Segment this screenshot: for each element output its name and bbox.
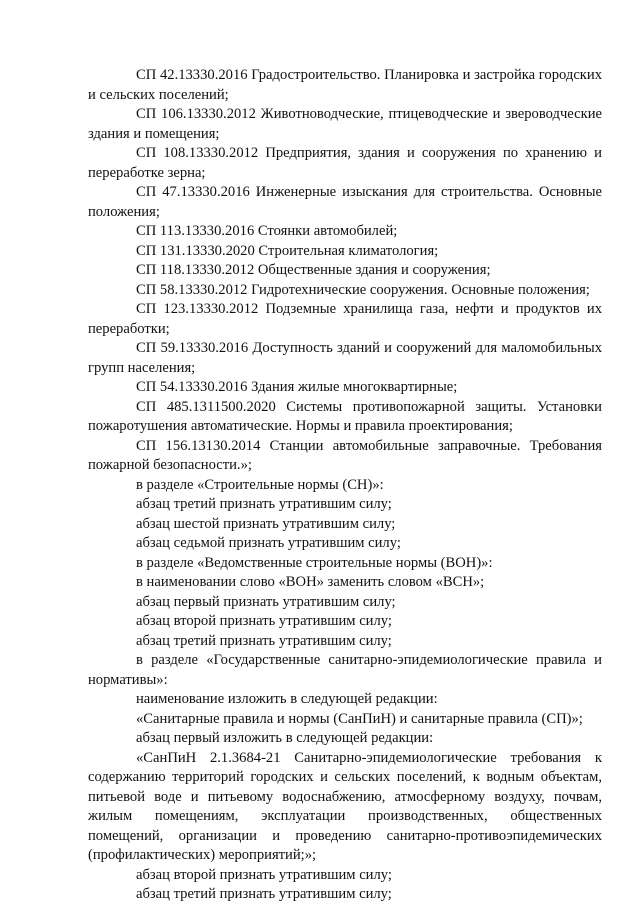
paragraph-sp-58: СП 58.13330.2012 Гидротехнические сооружения. Основные положения; bbox=[136, 281, 590, 298]
paragraph-sp-54: СП 54.13330.2016 Здания жилые многоквартирные; bbox=[136, 379, 458, 395]
paragraph-sanpin-item-1-instruction: абзац первый изложить в следующей редакции: bbox=[136, 730, 434, 746]
paragraph-sanpin-item-3: абзац третий признать утратившим силу; bbox=[136, 886, 392, 902]
paragraph-sp-108: СП 108.13330.2012 Предприятия, здания и сооружения по хранению и переработке зерна; bbox=[88, 145, 602, 181]
paragraph-von-rename: в наименовании слово «ВОН» заменить словом «ВСН»; bbox=[136, 574, 485, 590]
paragraph-sn-item-7: абзац седьмой признать утратившим силу; bbox=[136, 535, 401, 551]
paragraph-sp-47: СП 47.13330.2016 Инженерные изыскания для строительства. Основные положения; bbox=[88, 184, 602, 220]
paragraph-section-sn: в разделе «Строительные нормы (СН)»: bbox=[136, 476, 384, 493]
paragraph-sp-118: СП 118.13330.2012 Общественные здания и сооружения; bbox=[136, 262, 491, 278]
paragraph-sanpin-title: «Санитарные правила и нормы (СанПиН) и санитарные правила (СП)»; bbox=[136, 710, 583, 727]
paragraph-sp-106: СП 106.13330.2012 Животноводческие, птицеводческие и звероводческие здания и помещения; bbox=[88, 106, 602, 142]
paragraph-sp-113: СП 113.13330.2016 Стоянки автомобилей; bbox=[136, 223, 398, 239]
paragraph-sanpin-item-2: абзац второй признать утратившим силу; bbox=[136, 866, 392, 883]
paragraph-sp-131: СП 131.13330.2020 Строительная климатология; bbox=[136, 242, 439, 259]
paragraph-sanpin-title-instruction: наименование изложить в следующей редакции: bbox=[136, 691, 438, 707]
paragraph-section-von: в разделе «Ведомственные строительные нормы (ВОН)»: bbox=[136, 554, 493, 571]
document-page bbox=[88, 66, 602, 905]
paragraph-sp-42: СП 42.13330.2016 Градостроительство. Планировка и застройка городских и сельских поселений; bbox=[88, 67, 602, 103]
paragraph-von-item-1: абзац первый признать утратившим силу; bbox=[136, 593, 396, 610]
paragraph-sn-item-6: абзац шестой признать утратившим силу; bbox=[136, 515, 396, 532]
paragraph-sp-123: СП 123.13330.2012 Подземные хранилища газа, нефти и продуктов их переработки; bbox=[88, 301, 602, 337]
paragraph-sp-485: СП 485.1311500.2020 Системы противопожарной защиты. Установки пожаротушения автоматические. Нормы и правила проектирования; bbox=[88, 398, 602, 434]
paragraph-section-sanpin: в разделе «Государственные санитарно-эпидемиологические правила и нормативы»: bbox=[88, 652, 602, 688]
paragraph-von-item-2: абзац второй признать утратившим силу; bbox=[136, 613, 392, 629]
paragraph-sn-item-3: абзац третий признать утратившим силу; bbox=[136, 496, 392, 512]
paragraph-von-item-3: абзац третий признать утратившим силу; bbox=[136, 632, 392, 649]
paragraph-sp-59: СП 59.13330.2016 Доступность зданий и сооружений для маломобильных групп населения; bbox=[88, 340, 602, 376]
paragraph-sanpin-2-1-3684-21: «СанПиН 2.1.3684-21 Санитарно-эпидемиологические требования к содержанию территорий городских и сельских поселений, к водным объектам, питьевой воде и питьевому водоснабжению, атмосферному воздуху, почвам, жилым помещениям, эксплуатации производственных, общественных помещений, организации и проведению санитарно-противоэпидемических (профилактических) мероприятий;»; bbox=[88, 749, 602, 863]
paragraph-sp-156: СП 156.13130.2014 Станции автомобильные заправочные. Требования пожарной безопасности.»; bbox=[88, 437, 602, 473]
